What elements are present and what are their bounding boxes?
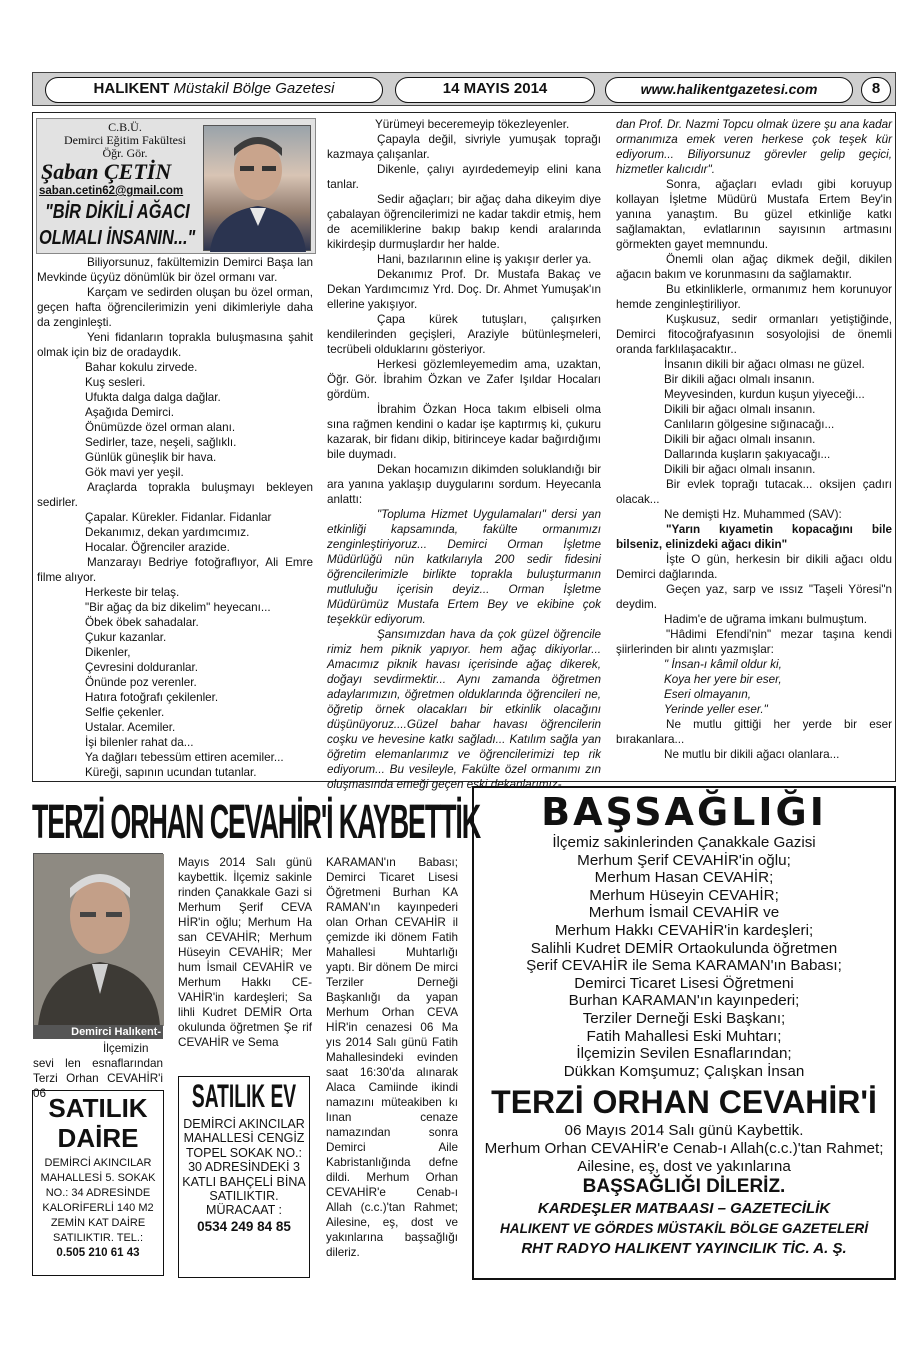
condolence-line: Dükkan Komşumuz; Çalışkan İnsan (563, 1062, 805, 1080)
article-column-2 (327, 117, 601, 791)
paragraph: Günlük güneşlik bir hava. (85, 451, 217, 464)
paragraph: Bir evlek toprağı tutacak... oksijen çadırı olacak... (616, 478, 892, 506)
paragraph: Hatıra fotoğrafı çekilenler. (85, 691, 219, 704)
paragraph: Çapalar. Kürekler. Fidanlar. Fidanlar (85, 511, 272, 524)
page-number: 8 (871, 80, 881, 97)
paragraph: Çevresini dolduranlar. (85, 661, 199, 674)
ad-apartment-title2: DAİRE (57, 1123, 139, 1153)
condolence-line: Salihli Kudret DEMİR Ortaokulunda öğretmen (530, 939, 838, 957)
paragraph: Ne mutlu gittiği her yerde bir eser bırakanlara... (616, 718, 892, 746)
paragraph: Dekan hocamızın dikimden soluklandığı bir ara yanına yaklaşıp duygularını sordum. Heyecanla anlattı: (327, 463, 601, 506)
obituary-col-c (326, 855, 458, 1281)
condolence-sig3: RHT RADYO HALIKENT YAYINCILIK TİC. A. Ş. (521, 1240, 847, 1258)
paragraph: Herkeste bir telaş. (85, 586, 180, 599)
paragraph: Kuş sesleri. (85, 376, 146, 389)
condolence-line: Merhum İsmail CEVAHİR ve (588, 904, 780, 922)
paragraph: "Bir ağaç da biz dikelim" heyecanı... (85, 601, 271, 614)
obituary-text: Mayıs 2014 Salı günü kaybettik. İlçemiz sakinle rinden Çanakkale Gazi si Merhum Şerif CEVA HİR'in oğlu; Merhum Ha san CEVAHİR; Merhum Hüseyin CEVAHİR; Mer hum İsmail CEVAHİR ve Merhum Hakkı CE- VAHİR'in kardeşleri; Sa lihli Kudret DEMİR Orta okulunda öğretmen Şe rif CEVAHİR ve Sema (178, 856, 312, 1049)
date-pill (395, 77, 595, 103)
paragraph: Ufukta dalga dalga dağlar. (85, 391, 221, 404)
condolence-line: İlçemiz sakinlerinden Çanakkale Gazisi (552, 834, 816, 851)
condolence-prayer: Merhum Orhan CEVAHİR'e Cenab-ı Allah(c.c.)'tan Rahmet; (484, 1139, 884, 1157)
article-column-1 (37, 255, 313, 780)
paragraph: Şansımızdan hava da çok güzel öğrencile rimiz hem piknik yapıyor. hem ağaç dikiyorlar... Amacımız piknik havası içerisinde ağaç dikerek, doğayı sevdirmektir... Aynı zamanda öğretmen adaylarımızın, öğretmen olduklarında öğrencileri ne, öğretip örnek olacakları bir etkinlik olacağını düşünüyoruz....Güzel bahar havası öğrencilerin coşku ve hevesine katkı sağladı... Katılım sağla yan öğretim elemanlarımız ve öğrencilerimizi tep rik ediyorum... Bu vesileyle, Fakülte özel ormanımı zın oluşmasında emeği geçen eski dekanlarımız- (327, 628, 601, 791)
paragraph: Yeni fidanların toprakla buluşmasına şahit olmak için biz de oradaydık. (37, 331, 313, 359)
paragraph: Dikenle, çalıyı ayırdedemeyip elini kana tanlar. (327, 163, 601, 191)
paragraph: Ne mutlu bir dikili ağacı olanlara... (664, 748, 840, 761)
paragraph: Selfie çekenler. (85, 706, 165, 719)
paragraph: Çapayla değil, sivriyle yumuşak toprağı kazmaya çalışanlar. (327, 133, 601, 161)
website-pill (605, 77, 853, 103)
paragraph: "Hâdimi Efendi'nin" mezar taşına kendi şiirlerinden bir alıntı yazmışlar: (616, 628, 892, 656)
paragraph: Biliyorsunuz, fakültemizin Demirci Başa lan Mevkinde üçyüz dönümlük bir özel ormanı var. (37, 256, 313, 284)
issue-date: 14 MAYIS 2014 (442, 80, 548, 97)
paragraph: Koya her yere bir eser, (664, 673, 782, 686)
website-link[interactable]: www.halikentgazetesi.com (640, 81, 818, 97)
institution-line: Öğr. Gör. (102, 146, 148, 160)
author-email[interactable]: saban.cetin62@gmail.com (39, 185, 184, 197)
paragraph: Dikili bir ağacı olmalı insanın. (664, 433, 816, 446)
institution-line: Demirci Eğitim Fakültesi (64, 133, 186, 147)
paragraph: dan Prof. Dr. Nazmi Topcu olmak üzere şu ana kadar ormanımıza emek veren herkese çok teşek kür ediyorum... Biliyorsunuz görevler gelip geçici, hizmetler kalıcıdır". (616, 118, 892, 176)
condolence-sig1: KARDEŞLER MATBAASI – GAZETECİLİK (537, 1200, 831, 1218)
paragraph: İşi bilenler rahat da... (85, 736, 194, 749)
ad-apartment-body: DEMİRCİ AKINCILAR MAHALLESİ 5. SOKAK NO.: 34 ADRESİNDE KALORİFERLİ 140 M2 ZEMİN KAT DAİRE SATILIKTIR. TEL.: (40, 1157, 156, 1244)
paragraph: İnsanın dikili bir ağacı olması ne güzel. (664, 358, 865, 371)
author-photo (203, 125, 311, 251)
paragraph: Aşağıda Demirci. (85, 406, 174, 419)
paragraph: "Topluma Hizmet Uygulamaları" dersi yan etkinliği kapsamında, fakülte ormanımızı zenginleştiriyoruz... Demirci Orman İşletme Müdürlüğü nün katkılarıyla 200 sedir fidesini öğrencilerimizle birlikte toprakla buluşturmanın mutluluğu içerisin deyiz... Orman İşletme Müdürümüz Mustafa Ertem Bey ve ekibine çok teşekkür ediyorum. (327, 508, 601, 626)
ad-house-title: SATILIK EV (191, 1078, 297, 1114)
obituary-col-a (33, 1041, 163, 1100)
paragraph: Gök mavi yer yeşil. (85, 466, 184, 479)
paragraph: Eseri olmayanın, (664, 688, 752, 701)
condolence-line: Terziler Derneği Eski Başkanı; (582, 1009, 786, 1027)
author-header (36, 118, 316, 254)
condolence-line: Demirci Ticaret Lisesi Öğretmeni (574, 974, 794, 992)
condolence-line: İlçemizin Sevilen Esnaflarından; (576, 1045, 792, 1063)
page-number-pill (861, 77, 891, 103)
condolence-family: Ailesine, eş, dost ve yakınlarına (577, 1157, 791, 1175)
paragraph: Küreği, sapının ucundan tutanlar. (85, 766, 257, 779)
condolence-line: Fatih Mahallesi Eski Muhtarı; (586, 1027, 782, 1045)
paragraph: Çukur kazanlar. (85, 631, 167, 644)
paragraph: Araçlarda toprakla buluşmayı bekleyen sedirler. (37, 481, 313, 509)
institution-line: C.B.Ü. (108, 120, 142, 134)
condolence-line: Burhan KARAMAN'ın kayınpederi; (568, 992, 800, 1010)
paragraph: Karçam ve sedirden oluşan bu özel orman, geçen hafta öğrencilerimizin yeni dikimleriyle daha da zenginleşti. (37, 286, 313, 329)
condolence-title: BAŞSAĞLIĞI (541, 790, 827, 834)
article-column-3 (616, 117, 892, 780)
paragraph: Yürümeyi beceremeyip tökezleyenler. (375, 118, 570, 131)
portrait-icon (34, 854, 164, 1026)
paragraph: Geçen yaz, sarp ve ıssız "Taşeli Yöresi"n deydim. (616, 583, 892, 611)
paragraph: Yerinde yeller eser." (664, 703, 768, 716)
obituary-photo-caption: Demirci Halıkent- (33, 1025, 163, 1039)
obituary-headline-wrap (32, 796, 481, 850)
paragraph: Manzarayı Bedriye fotoğraflıyor, Ali Emre filme alıyor. (37, 556, 313, 584)
paragraph: Kuşkusuz, sedir ormanları yetiştiğinde, Demirci fitocoğrafyasının sosyolojisi de önemli oranda farklılaşacaktır.. (616, 313, 892, 356)
condolence-name: TERZİ ORHAN CEVAHİR'İ (491, 1084, 877, 1121)
paragraph: Öbek öbek sahadalar. (85, 616, 199, 629)
paragraph: Bahar kokulu zirvede. (85, 361, 198, 374)
condolence-lines (474, 834, 894, 1080)
paragraph: Ya dağları tebessüm ettiren acemiler... (85, 751, 284, 764)
ad-apartment-phone: 0.505 210 61 43 (56, 1247, 140, 1259)
paper-subtitle: Müstakil Bölge Gazetesi (173, 80, 335, 97)
ad-apartment-title1: SATILIK (48, 1093, 148, 1123)
paragraph: Çapa kürek tutuşları, çalışırken kendilerinden geçişleri, Araziyle bütünleşmeleri, tecrübeli olduklarını gösteriyor. (327, 313, 601, 356)
paper-name-pill (45, 77, 383, 103)
obituary-text: KARAMAN'ın Babası; Demirci Ticaret Lisesi Öğretmeni Burhan KA RAMAN'ın kayınpederi olan Orhan CEVAHİR il çemizde iki dönem Fatih Mahallesi Muhtarlığı yaptı. Bir dönem De mirci Terziler Derneği Başkanlığı da yapan Merhum Orhan CEVA HİR'in cenazesi 06 Ma yıs 2014 Salı günü Fatih Mahallesindeki evinden saat 16:30'da alınarak Alaca Camiinde ikindi namazını müteakiben kı lınan cenaze namazından sonra Demirci Aile Kabristanlığında defne dildi. Merhum Orhan CEVAHİR'e Cenab-ı Allah (c.c.)'tan Rahmet; Ailesine, eş, dost ve yakınlarına başsağlığı dileriz. (326, 856, 458, 1259)
paragraph: Dallarında kuşların şakıyacağı... (664, 448, 831, 461)
paragraph: Ustalar. Acemiler. (85, 721, 176, 734)
paragraph: Dikili bir ağacı olmalı insanın. (664, 403, 816, 416)
obituary-text: İlçemizin sevi len esnaflarından Terzi Orhan CEVAHİR'i 06 (33, 1042, 163, 1100)
paragraph: Dekanımız, dekan yardımcımız. (85, 526, 250, 539)
paragraph: Sonra, ağaçları evladı gibi koruyup kollayan İşletme Müdürü Mustafa Ertem Bey'in yanına yanaştım. Bu güzel etkinliğe katkı sağlamaktan, evlatlarının sayısının artmasını görmekten gayet memnundu. (616, 178, 892, 251)
ad-apartment (32, 1090, 164, 1276)
paragraph: Hani, bazılarının eline iş yakışır derler ya. (377, 253, 592, 266)
paragraph: Meyvesinden, kurdun kuşun yiyeceği... (664, 388, 865, 401)
paragraph: " İnsan-ı kâmil oldur ki, (664, 658, 782, 671)
condolence-line: Merhum Hasan CEVAHİR; (594, 869, 774, 887)
paper-name: HALIKENT (93, 80, 170, 97)
paragraph: Hadim'e de uğrama imkanı bulmuştum. (664, 613, 867, 626)
paragraph: Ne demişti Hz. Muhammed (SAV): (664, 508, 842, 521)
condolence-line: Merhum Şerif CEVAHİR'in oğlu; (577, 851, 791, 869)
condolence-box (472, 786, 896, 1280)
condolence-sig2: HALIKENT VE GÖRDES MÜSTAKİL BÖLGE GAZETELERİ (499, 1221, 869, 1237)
author-name: Şaban ÇETİN (41, 159, 172, 184)
paragraph: Dikenler, (85, 646, 131, 659)
ad-house-phone: 0534 249 84 85 (197, 1218, 291, 1234)
paragraph: Hocalar. Öğrenciler arazide. (85, 541, 230, 554)
ad-house (178, 1076, 310, 1278)
ad-house-body: DEMİRCİ AKINCILAR MAHALLESİ CENGİZ TOPEL SOKAK NO.: 30 ADRESİNDEKİ 3 KATLI BAHÇELİ BİNA SATILIKTIR. MÜRACAAT : (182, 1117, 306, 1218)
condolence-line: Merhum Hakkı CEVAHİR'in kardeşleri; (554, 921, 814, 939)
paragraph: Sedirler, taze, neşeli, sağlıklı. (85, 436, 237, 449)
masthead-bar (32, 72, 896, 106)
paragraph: Önümüzde özel orman alanı. (85, 421, 236, 434)
paragraph: Önünde poz verenler. (85, 676, 197, 689)
portrait-icon (204, 126, 312, 252)
condolence-date: 06 Mayıs 2014 Salı günü Kaybettik. (564, 1122, 804, 1140)
paragraph: Dekanımız Prof. Dr. Mustafa Bakaç ve Dekan Yardımcımız Yrd. Doç. Dr. Ahmet Yumuşak'ın ellerine yakışıyor. (327, 268, 601, 311)
condolence-line: Merhum Hüseyin CEVAHİR; (589, 886, 779, 904)
article-title-line2: OLMALI İNSANIN..." (39, 227, 196, 249)
condolence-line: Şerif CEVAHİR ile Sema KARAMAN'ın Babası; (526, 957, 842, 975)
paragraph: İşte O gün, herkesin bir dikili ağacı oldu Demirci dağlarında. (616, 553, 892, 581)
author-institution (41, 121, 209, 160)
paragraph: İbrahim Özkan Hoca takım elbiseli olma sına rağmen kendini o kadar işe kaptırmış ki, çukuru kazarak, bir fidanı dikip, bitirinceye kadar bağırdığımı bile duymadı. (327, 403, 601, 461)
paragraph: Sedir ağaçları; bir ağaç daha dikeyim diye çabalayan öğrencilerimizi ne kadar takdir etmiş, hem de acemiliklerine bakıp bakıp kendi aralarında kikirdeşip durmuşlardır her halde. (327, 193, 601, 251)
obituary-photo (33, 853, 163, 1025)
condolence-wish: BAŞSAĞLIĞI DİLERİZ. (582, 1176, 786, 1198)
obituary-headline: TERZİ ORHAN CEVAHİR'İ KAYBETTİK (32, 796, 481, 849)
obituary-col-b (178, 855, 312, 1070)
paragraph: Canlıların gölgesine sığınacağı... (664, 418, 835, 431)
paragraph: Bu etkinliklerle, ormanımız hem korunuyor hemde zenginleştiriliyor. (616, 283, 892, 311)
paragraph: "Yarın kıyametin kopacağını bile bilseniz, elinizdeki ağacı dikin" (616, 523, 892, 551)
paragraph: Dikili bir ağacı olmalı insanın. (664, 463, 816, 476)
article-title-line1: "BİR DİKİLİ AĞACI (45, 201, 190, 223)
paragraph: Bir dikili ağacı olmalı insanın. (664, 373, 815, 386)
paragraph: Herkesi gözlemleyemedim ama, uzaktan, Öğr. Gör. İbrahim Özkan ve Zafer Işıldar Hocaları gördüm. (327, 358, 601, 401)
paragraph: Önemli olan ağaç dikmek değil, dikilen ağacın bakım ve korunmasını da sağlamaktır. (616, 253, 892, 281)
